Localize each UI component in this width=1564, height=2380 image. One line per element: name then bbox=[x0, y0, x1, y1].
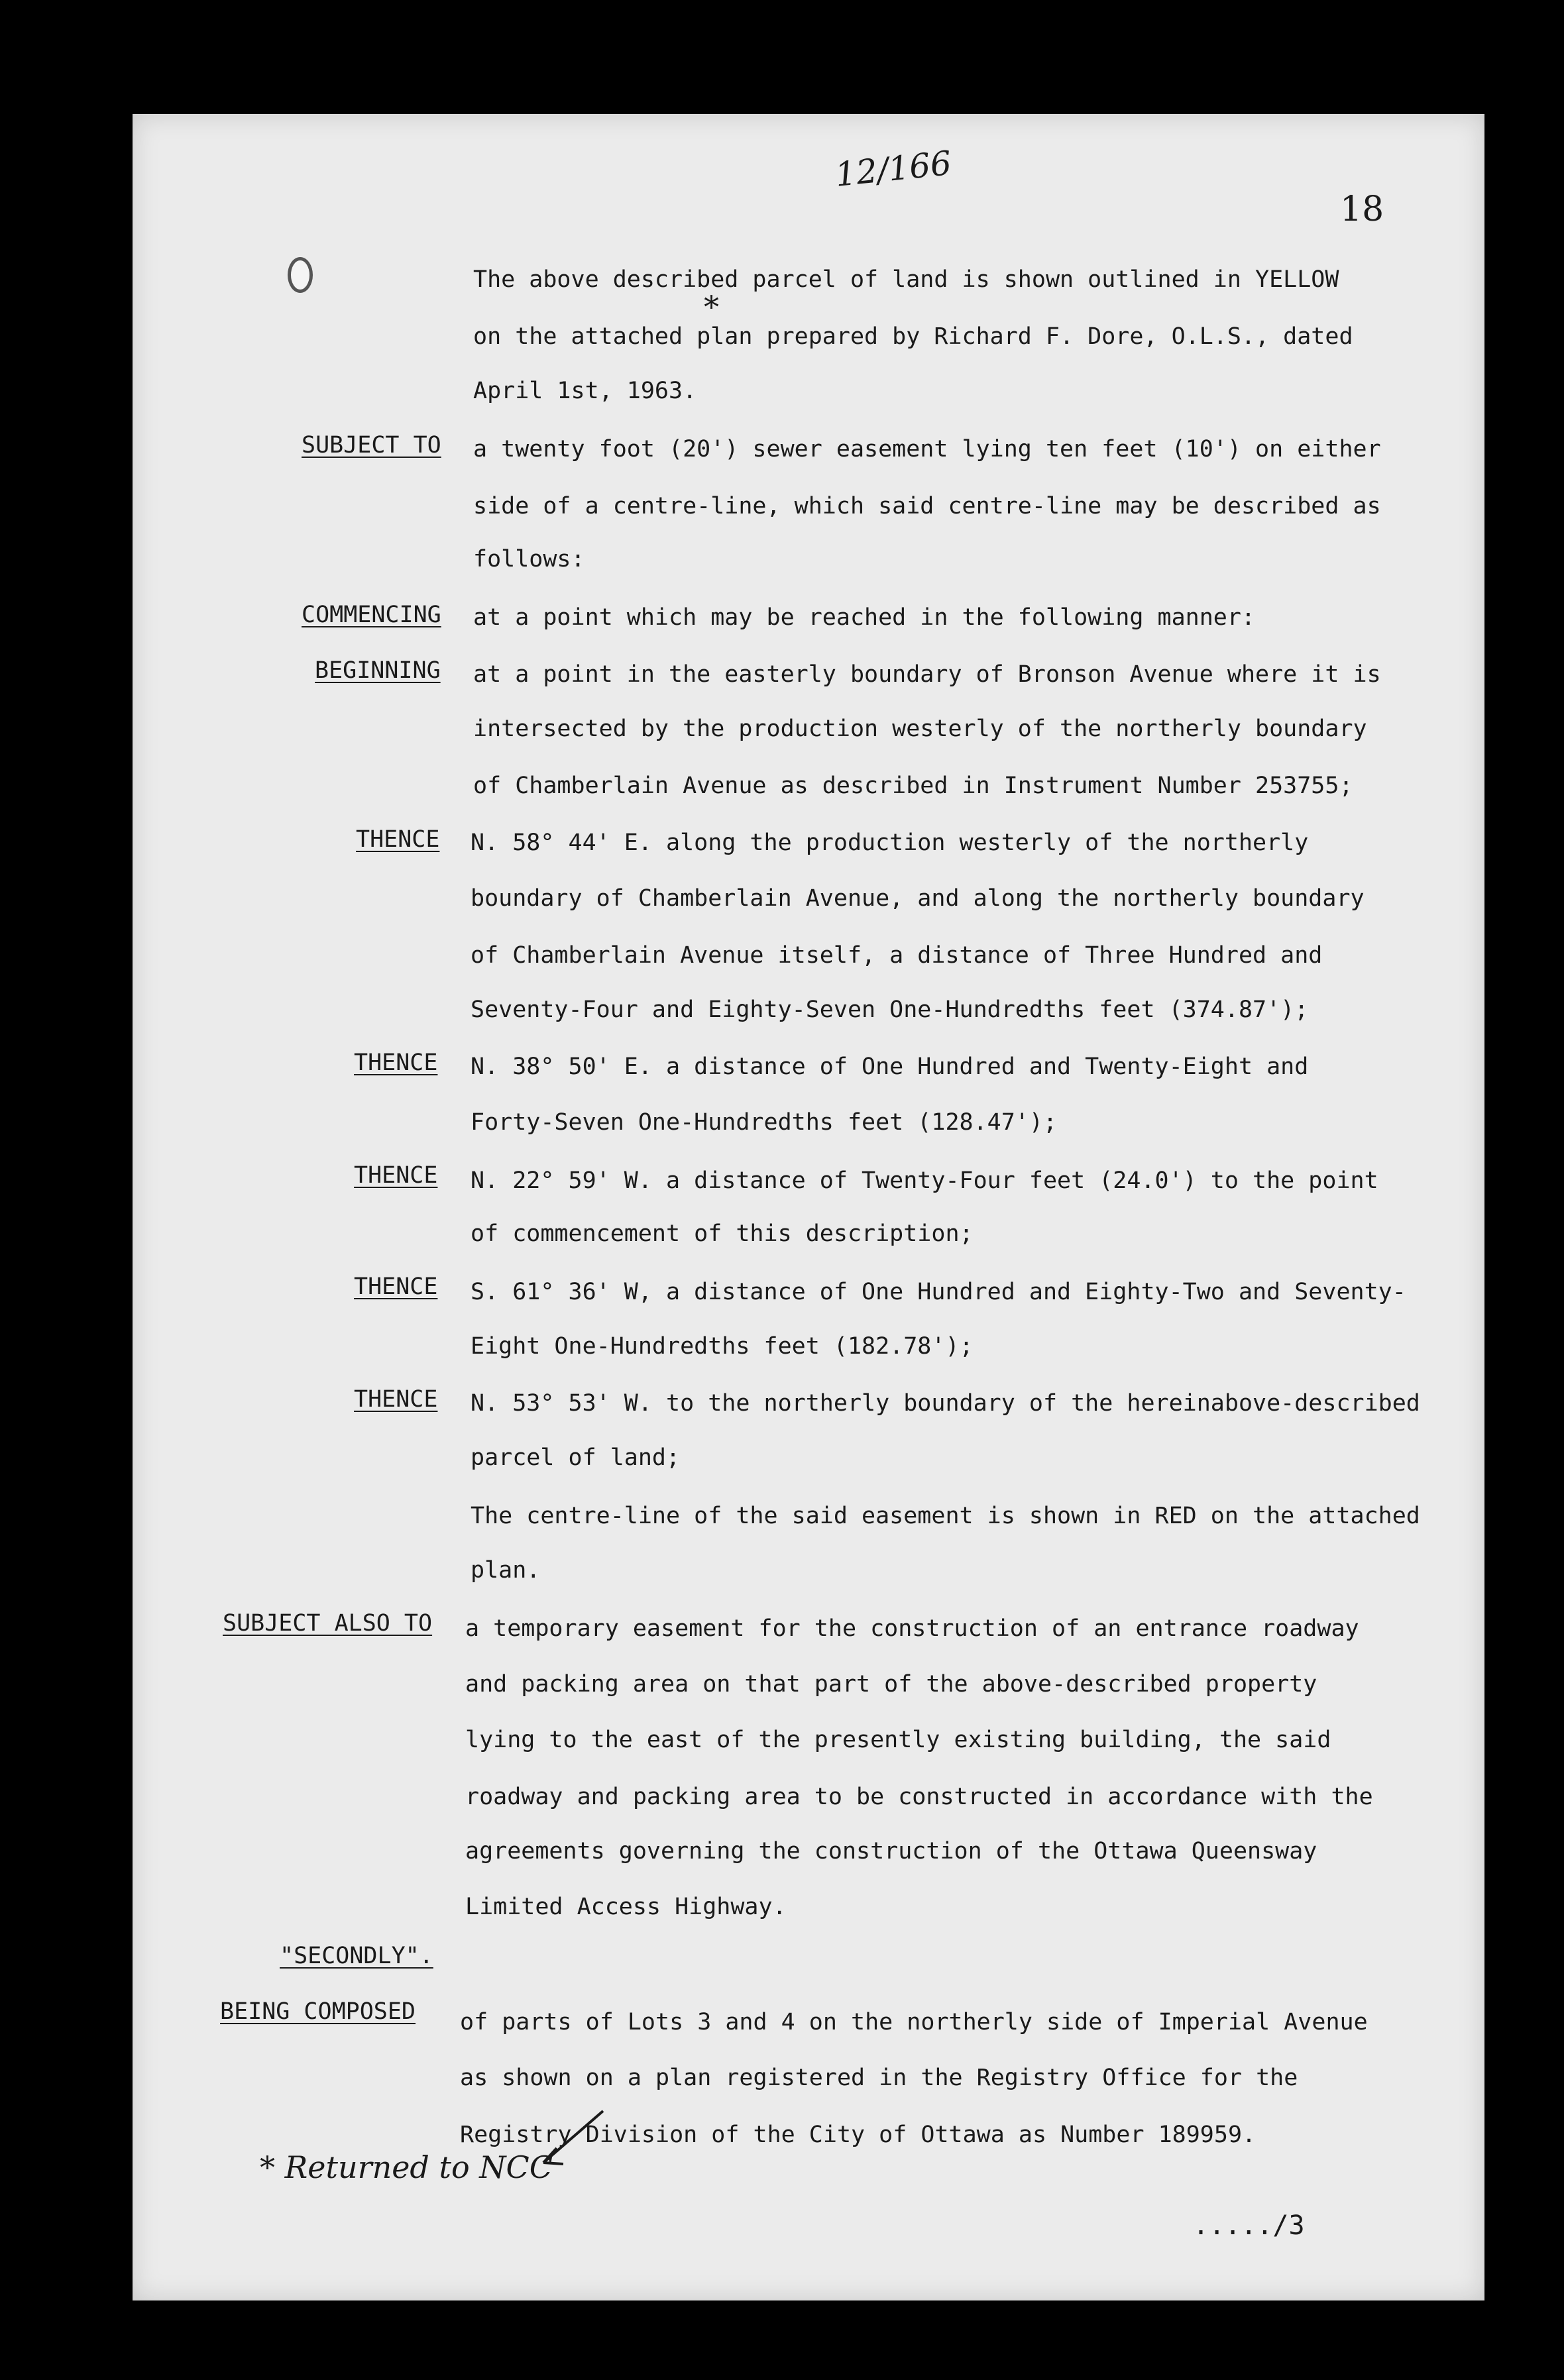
label-thence: THENCE bbox=[354, 1273, 438, 1300]
continuation-marker: ...../3 bbox=[1193, 2210, 1305, 2241]
text-line: boundary of Chamberlain Avenue, and along the northerly boundary bbox=[471, 885, 1365, 912]
text-line: Limited Access Highway. bbox=[465, 1894, 787, 1920]
text-line: of commencement of this description; bbox=[471, 1220, 974, 1247]
text-line: of Chamberlain Avenue as described in Instrument Number 253755; bbox=[473, 773, 1353, 799]
text-line: of Chamberlain Avenue itself, a distance of Three Hundred and bbox=[471, 942, 1323, 969]
text-line: of parts of Lots 3 and 4 on the northerly side of Imperial Avenue bbox=[460, 2009, 1368, 2035]
text-line: follows: bbox=[473, 546, 585, 572]
label-thence: THENCE bbox=[356, 826, 440, 853]
text-line: N. 53° 53' W. to the northerly boundary of the hereinabove-described bbox=[471, 1390, 1420, 1417]
text-line: intersected by the production westerly of the northerly boundary bbox=[473, 716, 1367, 742]
text-line: The above described parcel of land is shown outlined in YELLOW bbox=[473, 266, 1339, 293]
text-line: agreements governing the construction of the Ottawa Queensway bbox=[465, 1838, 1317, 1865]
text-line: April 1st, 1963. bbox=[473, 378, 697, 404]
text-line: Eight One-Hundredths feet (182.78'); bbox=[471, 1333, 974, 1360]
punch-hole-mark bbox=[288, 257, 313, 293]
label-thence: THENCE bbox=[354, 1050, 438, 1076]
text-line: lying to the east of the presently existing building, the said bbox=[465, 1727, 1331, 1753]
text-line: a temporary easement for the construction of an entrance roadway bbox=[465, 1615, 1359, 1642]
text-line: side of a centre-line, which said centre-line may be described as bbox=[473, 493, 1381, 519]
text-line: N. 38° 50' E. a distance of One Hundred and Twenty-Eight and bbox=[471, 1054, 1309, 1080]
text-line: roadway and packing area to be constructed in accordance with the bbox=[465, 1784, 1373, 1810]
text-line: N. 58° 44' E. along the production westerly of the northerly bbox=[471, 830, 1309, 856]
handwritten-note: * Returned to NCC bbox=[260, 2149, 553, 2185]
label-thence: THENCE bbox=[354, 1386, 438, 1413]
label-subject-to: SUBJECT TO bbox=[302, 432, 441, 459]
asterisk-mark: * bbox=[704, 289, 719, 325]
text-line: as shown on a plan registered in the Registry Office for the bbox=[460, 2065, 1298, 2091]
text-line: Registry Division of the City of Ottawa as Number 189959. bbox=[460, 2122, 1257, 2148]
text-line: Seventy-Four and Eighty-Seven One-Hundredths feet (374.87'); bbox=[471, 997, 1309, 1023]
label-subject-also-to: SUBJECT ALSO TO bbox=[223, 1610, 433, 1637]
label-beginning: BEGINNING bbox=[315, 657, 441, 684]
label-being-composed: BEING COMPOSED bbox=[220, 1998, 416, 2025]
text-line: a twenty foot (20') sewer easement lying ten feet (10') on either bbox=[473, 436, 1381, 462]
text-line: on the attached plan prepared by Richard F. Dore, O.L.S., dated bbox=[473, 323, 1353, 350]
file-reference: 12/166 bbox=[833, 143, 954, 195]
text-line: Forty-Seven One-Hundredths feet (128.47'); bbox=[471, 1109, 1058, 1136]
text-line: at a point which may be reached in the following manner: bbox=[473, 604, 1256, 631]
arrow-icon bbox=[537, 2107, 610, 2173]
text-line: plan. bbox=[471, 1557, 541, 1584]
text-line: at a point in the easterly boundary of Bronson Avenue where it is bbox=[473, 661, 1381, 688]
label-commencing: COMMENCING bbox=[302, 602, 441, 628]
text-line: parcel of land; bbox=[471, 1444, 681, 1471]
text-line: N. 22° 59' W. a distance of Twenty-Four feet (24.0') to the point bbox=[471, 1167, 1378, 1194]
page-number: 18 bbox=[1340, 189, 1384, 229]
text-line: S. 61° 36' W, a distance of One Hundred and Eighty-Two and Seventy- bbox=[471, 1279, 1406, 1305]
text-line: The centre-line of the said easement is shown in RED on the attached bbox=[471, 1503, 1420, 1529]
text-line: and packing area on that part of the above-described property bbox=[465, 1671, 1317, 1698]
label-secondly: "SECONDLY". bbox=[280, 1943, 433, 1969]
label-thence: THENCE bbox=[354, 1162, 438, 1189]
